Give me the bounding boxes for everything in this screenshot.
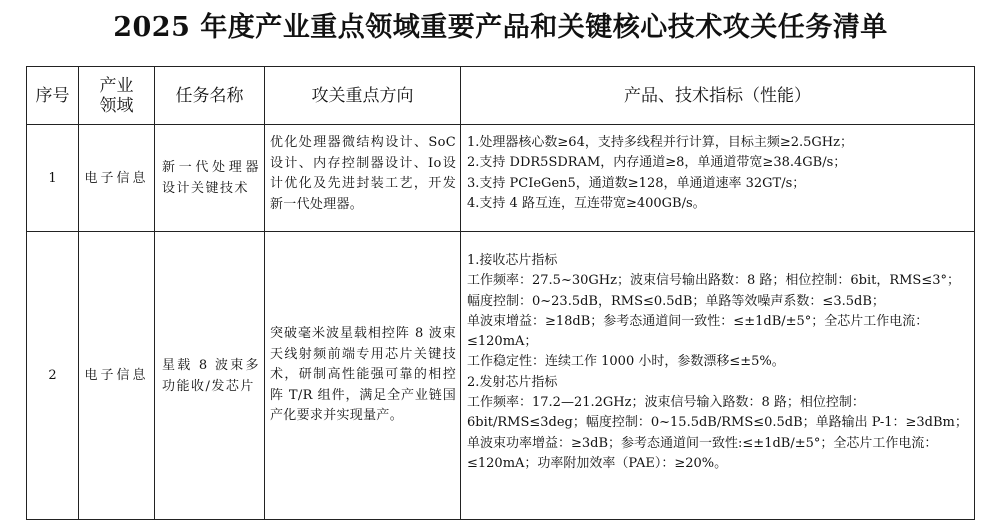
header-field-line1: 产业 [99,75,134,96]
spec-line: 工作稳定性：连续工作 1000 小时，参数漂移≤±5%。 [467,354,785,370]
spec-line: 2.发射芯片指标 [467,374,558,390]
spec-line: 3.支持 PCIeGen5，通道数≥128，单通道速率 32GT/s； [467,175,806,191]
task-table [26,66,975,520]
table-row [27,125,975,232]
row-focus: 优化处理器微结构设计、SoC设计、内存控制器设计、Io设计优化及先进封装工艺，开发新一代处理器。 [265,125,461,232]
row-number: 2 [27,232,79,520]
row-focus: 突破毫米波星载相控阵 8 波束天线射频前端专用芯片关键技术，研制高性能强可靠的相控阵 T/R 组件，满足全产业链国产化要求并实现量产。 [265,232,461,520]
row-task-name: 星载 8 波束多功能收/发芯片 [155,232,265,520]
spec-line: 2.支持 DDR5SDRAM，内存通道≥8，单通道带宽≥38.4GB/s； [467,155,847,171]
spec-line: ≤120mA； [467,334,538,350]
row-number: 1 [27,125,79,232]
row-spec [461,125,975,232]
spec-line: 1.接收芯片指标 [467,253,558,268]
spec-line: 幅度控制：0~23.5dB，RMS≤0.5dB；单路等效噪声系数：≤3.5dB； [467,293,885,309]
spec-line: 4.支持 4 路互连，互连带宽≥400GB/s。 [467,195,706,211]
header-no: 序号 [27,67,79,125]
spec-line: 工作频率：27.5~30GHz；波束信号输出路数：8 路；相位控制：6bit，RMS≤3°； [467,273,960,289]
header-name: 任务名称 [155,67,265,125]
spec-line: 工作频率：17.2—21.2GHz；波束信号输入路数：8 路；相位控制： [467,395,865,411]
table-row [27,232,975,520]
row-spec [461,232,975,520]
spec-line: 6bit/RMS≤3deg；幅度控制：0~15.5dB/RMS≤0.5dB；单路输出 P-1：≥3dBm； [467,415,968,431]
spec-line: ≤120mA；功率附加效率（PAE）：≥20%。 [467,455,728,471]
header-field-line2: 领域 [99,95,134,116]
row-task-name: 新一代处理器设计关键技术 [155,125,265,232]
header-focus: 攻关重点方向 [265,67,461,125]
table-header-row [27,67,975,125]
spec-line: 单波束增益：≥18dB；参考态通道间一致性：≤±1dB/±5°；全芯片工作电流： [467,313,929,329]
page-title: 2025 年度产业重点领域重要产品和关键核心技术攻关任务清单 [113,12,888,43]
row-field: 电子信息 [79,232,155,520]
row-field: 电子信息 [79,125,155,232]
header-field [79,67,155,125]
spec-line: 1.处理器核心数≥64，支持多线程并行计算，目标主频≥2.5GHz； [467,135,853,150]
header-spec: 产品、技术指标（性能） [461,67,975,125]
spec-line: 单波束功率增益：≥3dB；参考态通道间一致性:≤±1dB/±5°；全芯片工作电流： [467,435,938,451]
